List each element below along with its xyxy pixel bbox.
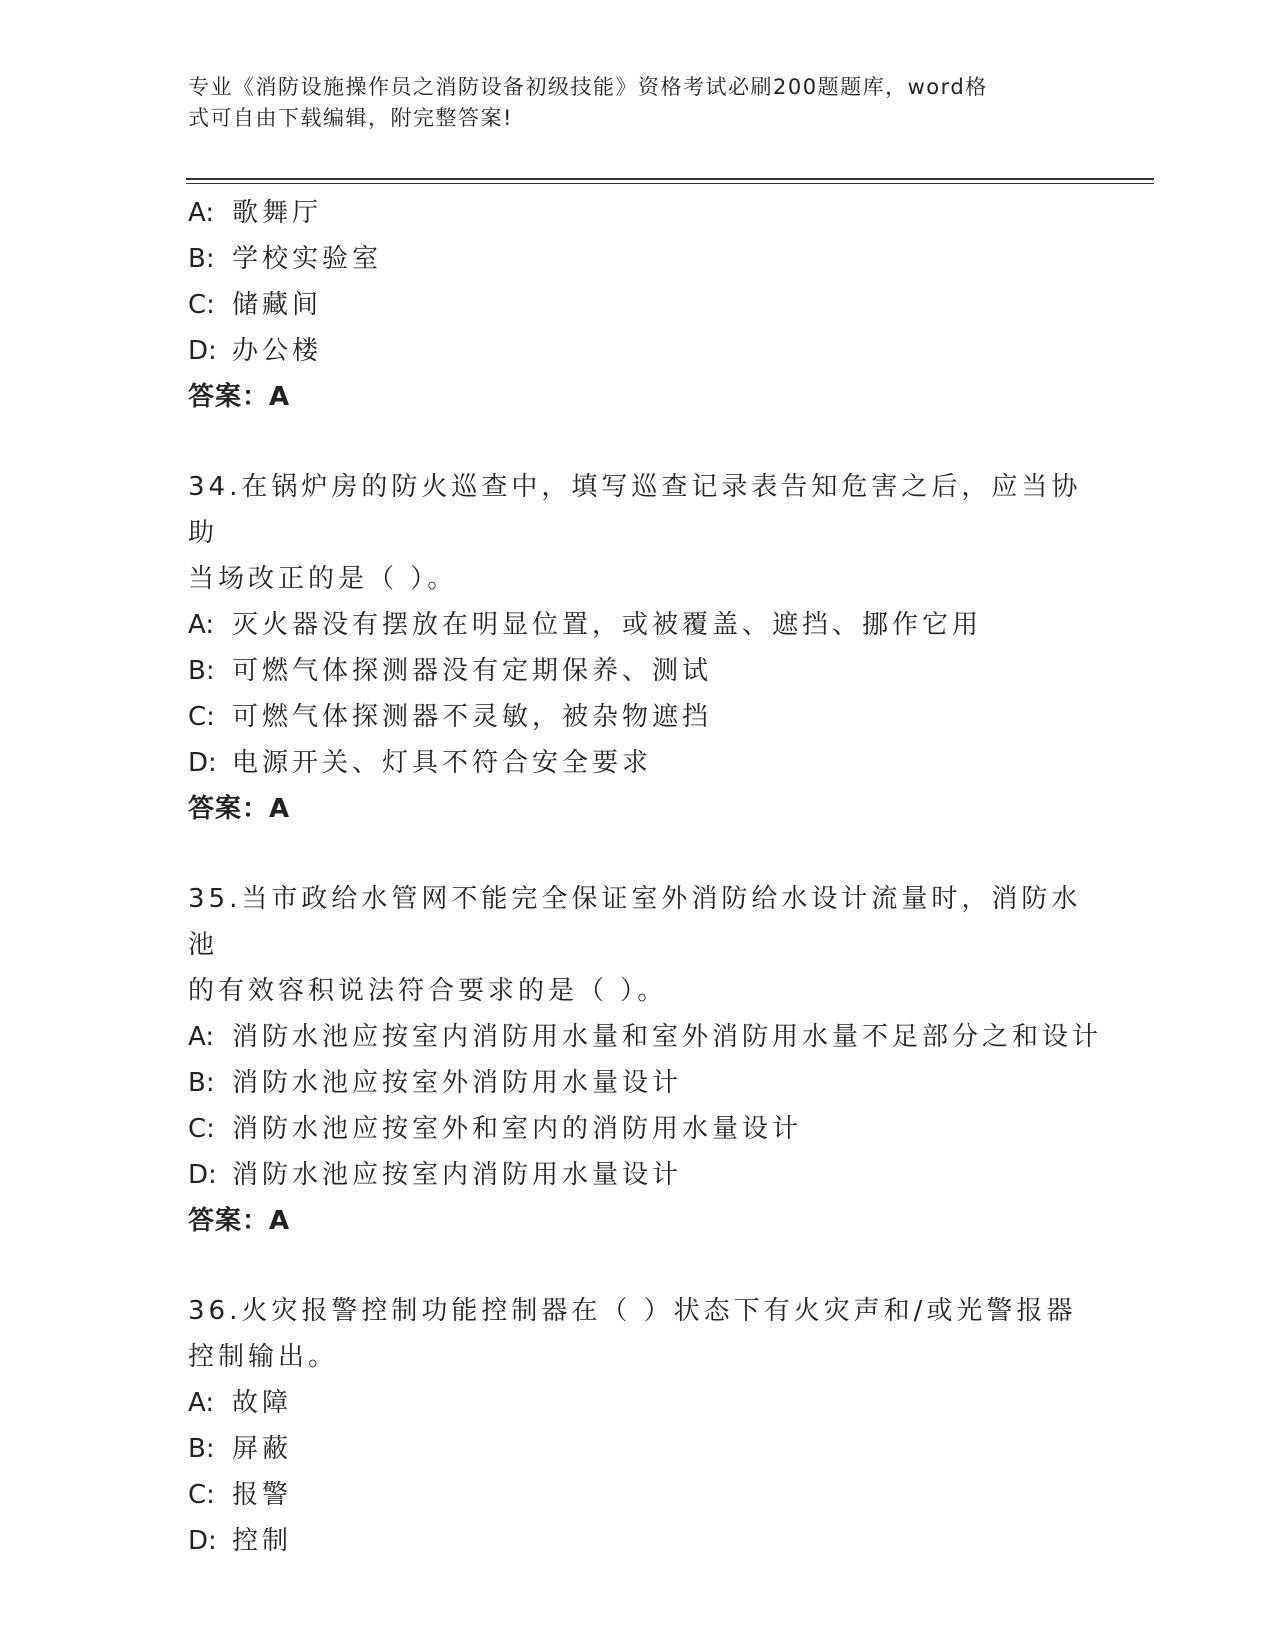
option-d: D: 消防水池应按室内消防用水量设计 [188,1160,683,1190]
document-header [188,72,1068,134]
option-a: A: 消防水池应按室内消防用水量和室外消防用水量不足部分之和设计 [188,1022,1103,1052]
option-a: A: 歌舞厅 [188,198,323,228]
header-line-1: 专业《消防设施操作员之消防设备初级技能》资格考试必刷200题题库，word格 [188,75,988,99]
option-b: B: 屏蔽 [188,1434,293,1464]
question-36 [188,1288,1088,1564]
option-c: C: 报警 [188,1480,293,1510]
question-stem-line: 36.火灾报警控制功能控制器在（ ）状态下有火灾声和/或光警报器 [188,1296,1077,1326]
option-b: B: 学校实验室 [188,244,383,274]
question-spacer [188,832,1088,876]
question-35 [188,876,1103,1244]
header-divider-thin [186,183,1154,184]
option-c: C: 可燃气体探测器不灵敏，被杂物遮挡 [188,702,713,732]
header-line-2: 式可自由下载编辑，附完整答案! [188,106,513,130]
header-divider-thick [186,178,1154,180]
option-c: C: 消防水池应按室外和室内的消防用水量设计 [188,1114,803,1144]
answer-label: 答案：A [188,382,291,412]
question-stem-line: 34.在锅炉房的防火巡查中，填写巡查记录表告知危害之后，应当协助 [188,472,1082,548]
option-a: A: 灭火器没有摆放在明显位置，或被覆盖、遮挡、挪作它用 [188,610,983,640]
option-a: A: 故障 [188,1388,293,1418]
option-d: D: 办公楼 [188,336,323,366]
answer-label: 答案：A [188,794,291,824]
question-stem-line: 的有效容积说法符合要求的是（ ）。 [188,976,668,1006]
question-33 [188,190,1088,420]
question-spacer [188,420,1088,464]
option-b: B: 消防水池应按室外消防用水量设计 [188,1068,683,1098]
answer-label: 答案：A [188,1206,291,1236]
question-spacer [188,1244,1088,1288]
option-d: D: 控制 [188,1526,293,1556]
option-b: B: 可燃气体探测器没有定期保养、测试 [188,656,713,686]
option-d: D: 电源开关、灯具不符合安全要求 [188,748,653,778]
question-list [188,190,1103,1564]
question-stem-line: 35.当市政给水管网不能完全保证室外消防给水设计流量时，消防水池 [188,884,1082,960]
question-stem-line: 控制输出。 [188,1342,339,1372]
question-34 [188,464,1088,832]
question-stem-line: 当场改正的是（ ）。 [188,564,458,594]
option-c: C: 储藏间 [188,290,323,320]
